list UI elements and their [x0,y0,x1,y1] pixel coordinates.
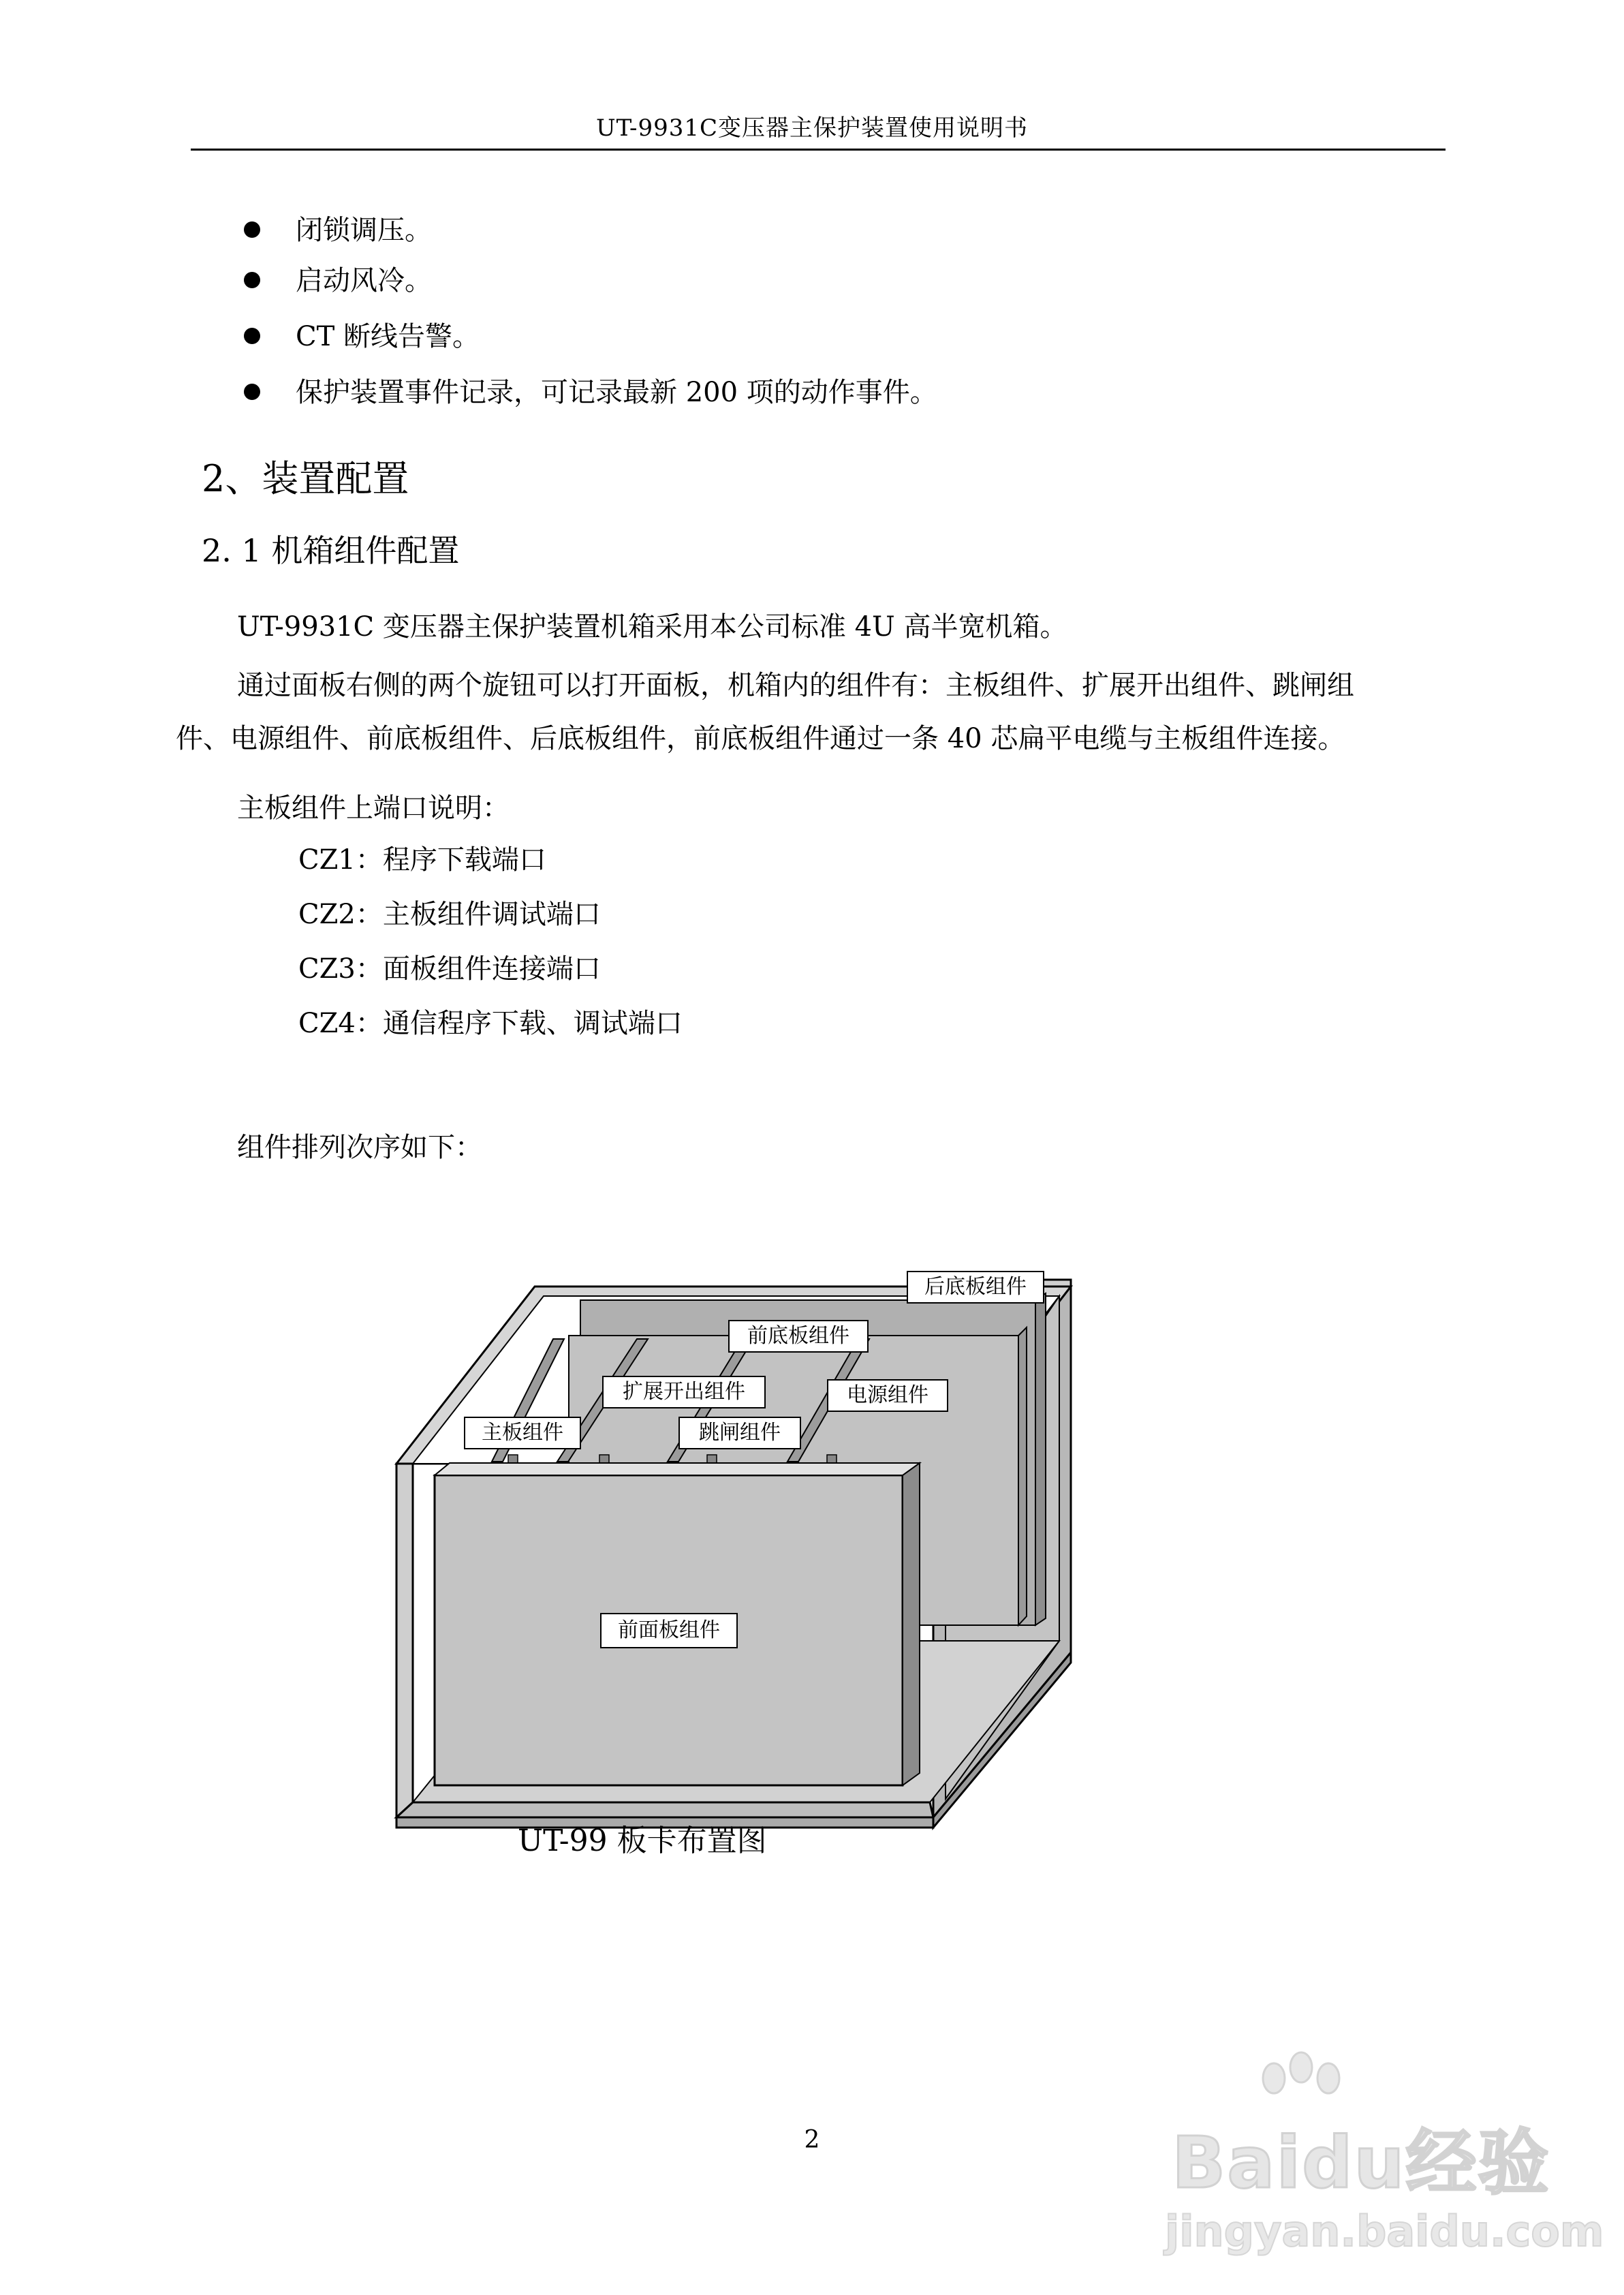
chassis-bottom-edge [396,1802,933,1817]
subsection-heading: 2. 1 机箱组件配置 [202,532,460,569]
rear-board-edge [1035,1293,1046,1625]
header-rule [191,149,1446,151]
board-layout-svg [381,1267,1117,1860]
port-item: CZ3：面板组件连接端口 [298,953,601,985]
label-front-board-text: 前底板组件 [747,1324,849,1348]
front-board-edge [1018,1327,1027,1625]
label-rear-board-text: 后底板组件 [924,1275,1027,1299]
page-number: 2 [804,2126,820,2154]
label-power-text: 电源组件 [847,1383,928,1407]
ports-intro: 主板组件上端口说明： [237,792,510,824]
label-trip-text: 跳闸组件 [699,1421,781,1445]
bullet-item [244,373,937,412]
paragraph-components-line1: 通过面板右侧的两个旋钮可以打开面板，机箱内的组件有：主板组件、扩展开出组件、跳闸组 [237,670,1354,701]
port-item: CZ2：主板组件调试端口 [298,899,601,930]
baidu-watermark [1144,2051,1604,2269]
bullet-item [244,262,432,300]
label-expansion-text: 扩展开出组件 [623,1380,745,1404]
watermark-brand: Baidu经验 [1172,2121,1550,2204]
bullet-text: 启动风冷。 [296,265,432,296]
bullet-text: 保护装置事件记录，可记录最新 200 项的动作事件。 [296,377,937,408]
watermark-url: jingyan.baidu.com [1165,2206,1604,2256]
label-rear-board [907,1272,1044,1303]
bullet-item [244,318,480,356]
bullet-text: CT 断线告警。 [296,321,480,352]
paragraph-chassis: UT-9931C 变压器主保护装置机箱采用本公司标准 4U 高半宽机箱。 [237,611,1067,643]
label-front-board [729,1321,868,1352]
page-header-title: UT-9931C变压器主保护装置使用说明书 [596,114,1028,142]
port-item: CZ4：通信程序下载、调试端口 [298,1008,683,1039]
section-heading: 2、装置配置 [202,457,409,500]
chassis-left-wall [396,1464,413,1817]
bullet-dot-icon [244,328,260,344]
label-front-panel-text: 前面板组件 [618,1618,720,1642]
bullet-dot-icon [244,221,260,238]
label-expansion [603,1376,765,1408]
board-layout-diagram [381,1267,1117,1860]
label-power [828,1380,948,1411]
order-intro: 组件排列次序如下： [237,1132,482,1163]
label-trip [679,1417,800,1449]
bullet-item [244,211,432,249]
diagram-caption: UT-99 板卡布置图 [518,1823,767,1858]
paragraph-components-line2: 件、电源组件、前底板组件、后底板组件，前底板组件通过一条 40 芯扁平电缆与主板组件连接。 [176,723,1345,754]
bullet-text: 闭锁调压。 [296,215,432,246]
label-main-board-text: 主板组件 [482,1421,563,1445]
port-item: CZ1：程序下载端口 [298,844,546,876]
bullet-dot-icon [244,384,260,400]
front-panel-edge [903,1463,920,1785]
label-front-panel [601,1614,737,1648]
bullet-dot-icon [244,272,260,288]
label-main-board [465,1417,580,1449]
front-panel-top [435,1463,920,1475]
